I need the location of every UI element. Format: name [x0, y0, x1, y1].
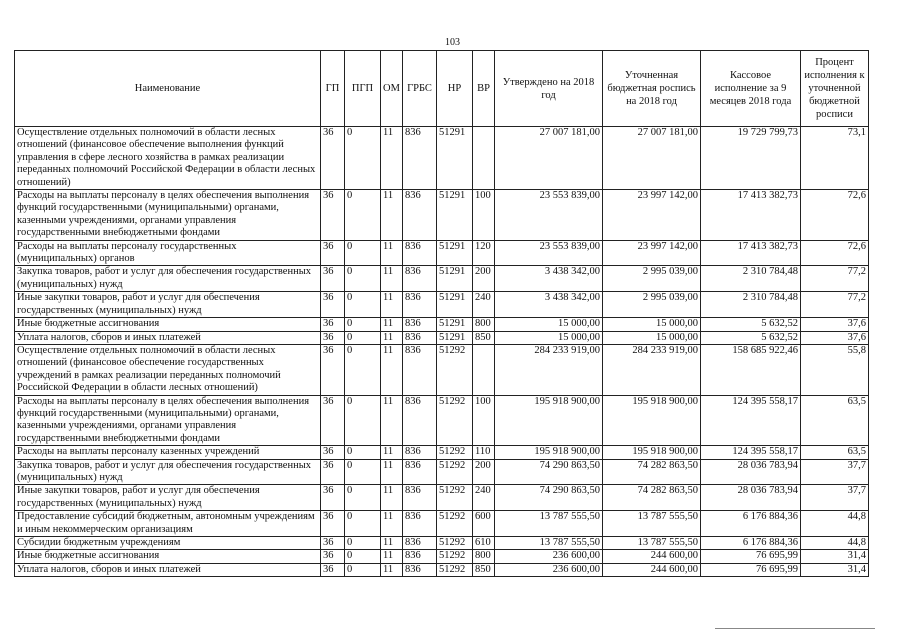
cell-om: 11: [381, 190, 403, 241]
cell-nr: 51291: [437, 318, 473, 331]
cell-approved: 284 233 919,00: [495, 344, 603, 395]
cell-grbs: 836: [403, 127, 437, 190]
table-row: [15, 459, 869, 485]
budget-table: [14, 50, 869, 577]
cell-nr: 51292: [437, 395, 473, 446]
cell-approved: 13 787 555,50: [495, 511, 603, 537]
table-row: [15, 563, 869, 576]
cell-pgp: 0: [345, 240, 381, 266]
cell-percent: 37,7: [801, 485, 869, 511]
cell-refined: 13 787 555,50: [603, 537, 701, 550]
cell-percent: 31,4: [801, 550, 869, 563]
cell-grbs: 836: [403, 537, 437, 550]
cell-gp: 36: [321, 331, 345, 344]
cell-nr: 51291: [437, 292, 473, 318]
cell-grbs: 836: [403, 318, 437, 331]
cell-om: 11: [381, 395, 403, 446]
cell-nr: 51292: [437, 511, 473, 537]
cell-cash: 2 310 784,48: [701, 292, 801, 318]
header-grbs: ГРБС: [403, 51, 437, 127]
cell-gp: 36: [321, 240, 345, 266]
cell-pgp: 0: [345, 459, 381, 485]
cell-refined: 2 995 039,00: [603, 266, 701, 292]
cell-refined: 15 000,00: [603, 318, 701, 331]
cell-refined: 244 600,00: [603, 563, 701, 576]
cell-approved: 23 553 839,00: [495, 190, 603, 241]
cell-approved: 3 438 342,00: [495, 266, 603, 292]
header-vr: ВР: [473, 51, 495, 127]
cell-pgp: 0: [345, 563, 381, 576]
cell-percent: 72,6: [801, 190, 869, 241]
cell-grbs: 836: [403, 511, 437, 537]
cell-om: 11: [381, 550, 403, 563]
cell-om: 11: [381, 511, 403, 537]
cell-refined: 2 995 039,00: [603, 292, 701, 318]
cell-gp: 36: [321, 511, 345, 537]
cell-om: 11: [381, 292, 403, 318]
cell-pgp: 0: [345, 537, 381, 550]
cell-name: Закупка товаров, работ и услуг для обеспечения государственных (муниципальных) нужд: [15, 459, 321, 485]
cell-vr: [473, 127, 495, 190]
cell-percent: 55,8: [801, 344, 869, 395]
header-nr: НР: [437, 51, 473, 127]
table-body: [15, 127, 869, 577]
cell-vr: 800: [473, 550, 495, 563]
cell-cash: 6 176 884,36: [701, 511, 801, 537]
cell-gp: 36: [321, 266, 345, 292]
cell-cash: 17 413 382,73: [701, 240, 801, 266]
cell-nr: 51292: [437, 485, 473, 511]
cell-om: 11: [381, 446, 403, 459]
cell-vr: 850: [473, 563, 495, 576]
cell-approved: 27 007 181,00: [495, 127, 603, 190]
cell-vr: 240: [473, 485, 495, 511]
cell-vr: 850: [473, 331, 495, 344]
cell-refined: 74 282 863,50: [603, 485, 701, 511]
cell-vr: 610: [473, 537, 495, 550]
cell-percent: 63,5: [801, 446, 869, 459]
cell-om: 11: [381, 331, 403, 344]
cell-percent: 73,1: [801, 127, 869, 190]
table-row: [15, 485, 869, 511]
cell-vr: 800: [473, 318, 495, 331]
table-row: [15, 266, 869, 292]
cell-vr: 100: [473, 190, 495, 241]
cell-grbs: 836: [403, 395, 437, 446]
cell-gp: 36: [321, 485, 345, 511]
cell-grbs: 836: [403, 344, 437, 395]
cell-gp: 36: [321, 395, 345, 446]
cell-nr: 51291: [437, 127, 473, 190]
cell-name: Закупка товаров, работ и услуг для обеспечения государственных (муниципальных) нужд: [15, 266, 321, 292]
cell-cash: 76 695,99: [701, 550, 801, 563]
cell-cash: 6 176 884,36: [701, 537, 801, 550]
cell-nr: 51292: [437, 550, 473, 563]
header-cash: Кассовое исполнение за 9 месяцев 2018 года: [701, 51, 801, 127]
header-name: Наименование: [15, 51, 321, 127]
cell-refined: 195 918 900,00: [603, 446, 701, 459]
cell-cash: 76 695,99: [701, 563, 801, 576]
cell-refined: 244 600,00: [603, 550, 701, 563]
cell-refined: 195 918 900,00: [603, 395, 701, 446]
cell-percent: 37,6: [801, 318, 869, 331]
cell-name: Расходы на выплаты персоналу в целях обеспечения выполнения функций государственными (муниципальными) органами, казенными учреждениями, органами управления государственными внебюджетными фондами: [15, 395, 321, 446]
cell-vr: 110: [473, 446, 495, 459]
cell-om: 11: [381, 127, 403, 190]
header-gp: ГП: [321, 51, 345, 127]
cell-name: Иные закупки товаров, работ и услуг для обеспечения государственных (муниципальных) нужд: [15, 485, 321, 511]
cell-vr: 200: [473, 459, 495, 485]
cell-approved: 236 600,00: [495, 563, 603, 576]
cell-name: Предоставление субсидий бюджетным, автономным учреждениям и иным некоммерческим организациям: [15, 511, 321, 537]
table-row: [15, 446, 869, 459]
cell-percent: 77,2: [801, 266, 869, 292]
header-om: ОМ: [381, 51, 403, 127]
cell-gp: 36: [321, 292, 345, 318]
cell-om: 11: [381, 240, 403, 266]
cell-om: 11: [381, 537, 403, 550]
cell-nr: 51292: [437, 446, 473, 459]
cell-refined: 23 997 142,00: [603, 240, 701, 266]
cell-name: Иные бюджетные ассигнования: [15, 318, 321, 331]
cell-nr: 51291: [437, 190, 473, 241]
cell-percent: 63,5: [801, 395, 869, 446]
cell-name: Уплата налогов, сборов и иных платежей: [15, 331, 321, 344]
table-row: [15, 537, 869, 550]
cell-pgp: 0: [345, 318, 381, 331]
cell-approved: 236 600,00: [495, 550, 603, 563]
table-row: [15, 550, 869, 563]
cell-om: 11: [381, 344, 403, 395]
cell-nr: 51292: [437, 537, 473, 550]
cell-pgp: 0: [345, 266, 381, 292]
cell-grbs: 836: [403, 190, 437, 241]
cell-name: Расходы на выплаты персоналу казенных учреждений: [15, 446, 321, 459]
header-row: [15, 51, 869, 127]
cell-grbs: 836: [403, 292, 437, 318]
cell-refined: 27 007 181,00: [603, 127, 701, 190]
cell-name: Уплата налогов, сборов и иных платежей: [15, 563, 321, 576]
cell-gp: 36: [321, 537, 345, 550]
cell-cash: 17 413 382,73: [701, 190, 801, 241]
cell-vr: [473, 344, 495, 395]
cell-gp: 36: [321, 446, 345, 459]
cell-om: 11: [381, 485, 403, 511]
cell-refined: 15 000,00: [603, 331, 701, 344]
cell-cash: 2 310 784,48: [701, 266, 801, 292]
cell-percent: 77,2: [801, 292, 869, 318]
table-row: [15, 127, 869, 190]
table-row: [15, 240, 869, 266]
cell-cash: 158 685 922,46: [701, 344, 801, 395]
cell-pgp: 0: [345, 292, 381, 318]
table-row: [15, 511, 869, 537]
cell-grbs: 836: [403, 331, 437, 344]
cell-gp: 36: [321, 127, 345, 190]
footer-line: [715, 628, 875, 629]
cell-om: 11: [381, 563, 403, 576]
table-row: [15, 292, 869, 318]
cell-grbs: 836: [403, 240, 437, 266]
cell-name: Осуществление отдельных полномочий в области лесных отношений (финансовое обеспечение государственных учреждений в рамках реализации переданных полномочий Российской Федерации в области лесных отношений): [15, 344, 321, 395]
cell-pgp: 0: [345, 485, 381, 511]
cell-name: Расходы на выплаты персоналу государственных (муниципальных) органов: [15, 240, 321, 266]
cell-percent: 72,6: [801, 240, 869, 266]
cell-gp: 36: [321, 459, 345, 485]
cell-grbs: 836: [403, 550, 437, 563]
cell-pgp: 0: [345, 395, 381, 446]
header-pgp: ПГП: [345, 51, 381, 127]
cell-refined: 13 787 555,50: [603, 511, 701, 537]
page-number: 103: [445, 37, 460, 48]
cell-cash: 28 036 783,94: [701, 459, 801, 485]
cell-grbs: 836: [403, 563, 437, 576]
cell-pgp: 0: [345, 190, 381, 241]
cell-name: Расходы на выплаты персоналу в целях обеспечения выполнения функций государственными (муниципальными) органами, казенными учреждениями, органами управления государственными внебюджетными фондами: [15, 190, 321, 241]
cell-pgp: 0: [345, 446, 381, 459]
cell-cash: 124 395 558,17: [701, 446, 801, 459]
cell-cash: 5 632,52: [701, 318, 801, 331]
cell-pgp: 0: [345, 127, 381, 190]
cell-nr: 51292: [437, 344, 473, 395]
cell-grbs: 836: [403, 266, 437, 292]
cell-approved: 74 290 863,50: [495, 485, 603, 511]
cell-name: Субсидии бюджетным учреждениям: [15, 537, 321, 550]
cell-name: Иные бюджетные ассигнования: [15, 550, 321, 563]
cell-percent: 37,6: [801, 331, 869, 344]
cell-nr: 51291: [437, 331, 473, 344]
cell-vr: 100: [473, 395, 495, 446]
cell-pgp: 0: [345, 344, 381, 395]
cell-vr: 600: [473, 511, 495, 537]
header-refined: Уточненная бюджетная роспись на 2018 год: [603, 51, 701, 127]
cell-name: Иные закупки товаров, работ и услуг для обеспечения государственных (муниципальных) нужд: [15, 292, 321, 318]
cell-om: 11: [381, 459, 403, 485]
cell-approved: 15 000,00: [495, 318, 603, 331]
cell-approved: 3 438 342,00: [495, 292, 603, 318]
cell-nr: 51292: [437, 563, 473, 576]
cell-percent: 44,8: [801, 537, 869, 550]
cell-pgp: 0: [345, 511, 381, 537]
cell-gp: 36: [321, 318, 345, 331]
cell-approved: 74 290 863,50: [495, 459, 603, 485]
cell-name: Осуществление отдельных полномочий в области лесных отношений (финансовое обеспечение выполнения функций управления в сфере лесного хозяйства в рамках реализации переданных полномочий Российской Федерации в области лесных отношений): [15, 127, 321, 190]
cell-cash: 124 395 558,17: [701, 395, 801, 446]
table-row: [15, 331, 869, 344]
cell-refined: 23 997 142,00: [603, 190, 701, 241]
cell-nr: 51291: [437, 240, 473, 266]
cell-grbs: 836: [403, 485, 437, 511]
cell-approved: 195 918 900,00: [495, 395, 603, 446]
header-approved: Утверждено на 2018 год: [495, 51, 603, 127]
cell-percent: 44,8: [801, 511, 869, 537]
table-row: [15, 395, 869, 446]
header-percent: Процент исполнения к уточненной бюджетной росписи: [801, 51, 869, 127]
cell-pgp: 0: [345, 331, 381, 344]
cell-om: 11: [381, 266, 403, 292]
cell-refined: 284 233 919,00: [603, 344, 701, 395]
cell-gp: 36: [321, 190, 345, 241]
cell-pgp: 0: [345, 550, 381, 563]
cell-vr: 200: [473, 266, 495, 292]
cell-approved: 195 918 900,00: [495, 446, 603, 459]
cell-vr: 240: [473, 292, 495, 318]
cell-grbs: 836: [403, 446, 437, 459]
cell-cash: 5 632,52: [701, 331, 801, 344]
cell-approved: 23 553 839,00: [495, 240, 603, 266]
table-row: [15, 318, 869, 331]
cell-approved: 13 787 555,50: [495, 537, 603, 550]
table-row: [15, 190, 869, 241]
cell-approved: 15 000,00: [495, 331, 603, 344]
cell-nr: 51291: [437, 266, 473, 292]
cell-cash: 19 729 799,73: [701, 127, 801, 190]
cell-percent: 31,4: [801, 563, 869, 576]
table-row: [15, 344, 869, 395]
cell-om: 11: [381, 318, 403, 331]
cell-cash: 28 036 783,94: [701, 485, 801, 511]
cell-vr: 120: [473, 240, 495, 266]
cell-refined: 74 282 863,50: [603, 459, 701, 485]
cell-percent: 37,7: [801, 459, 869, 485]
cell-grbs: 836: [403, 459, 437, 485]
cell-gp: 36: [321, 344, 345, 395]
cell-gp: 36: [321, 563, 345, 576]
cell-nr: 51292: [437, 459, 473, 485]
cell-gp: 36: [321, 550, 345, 563]
